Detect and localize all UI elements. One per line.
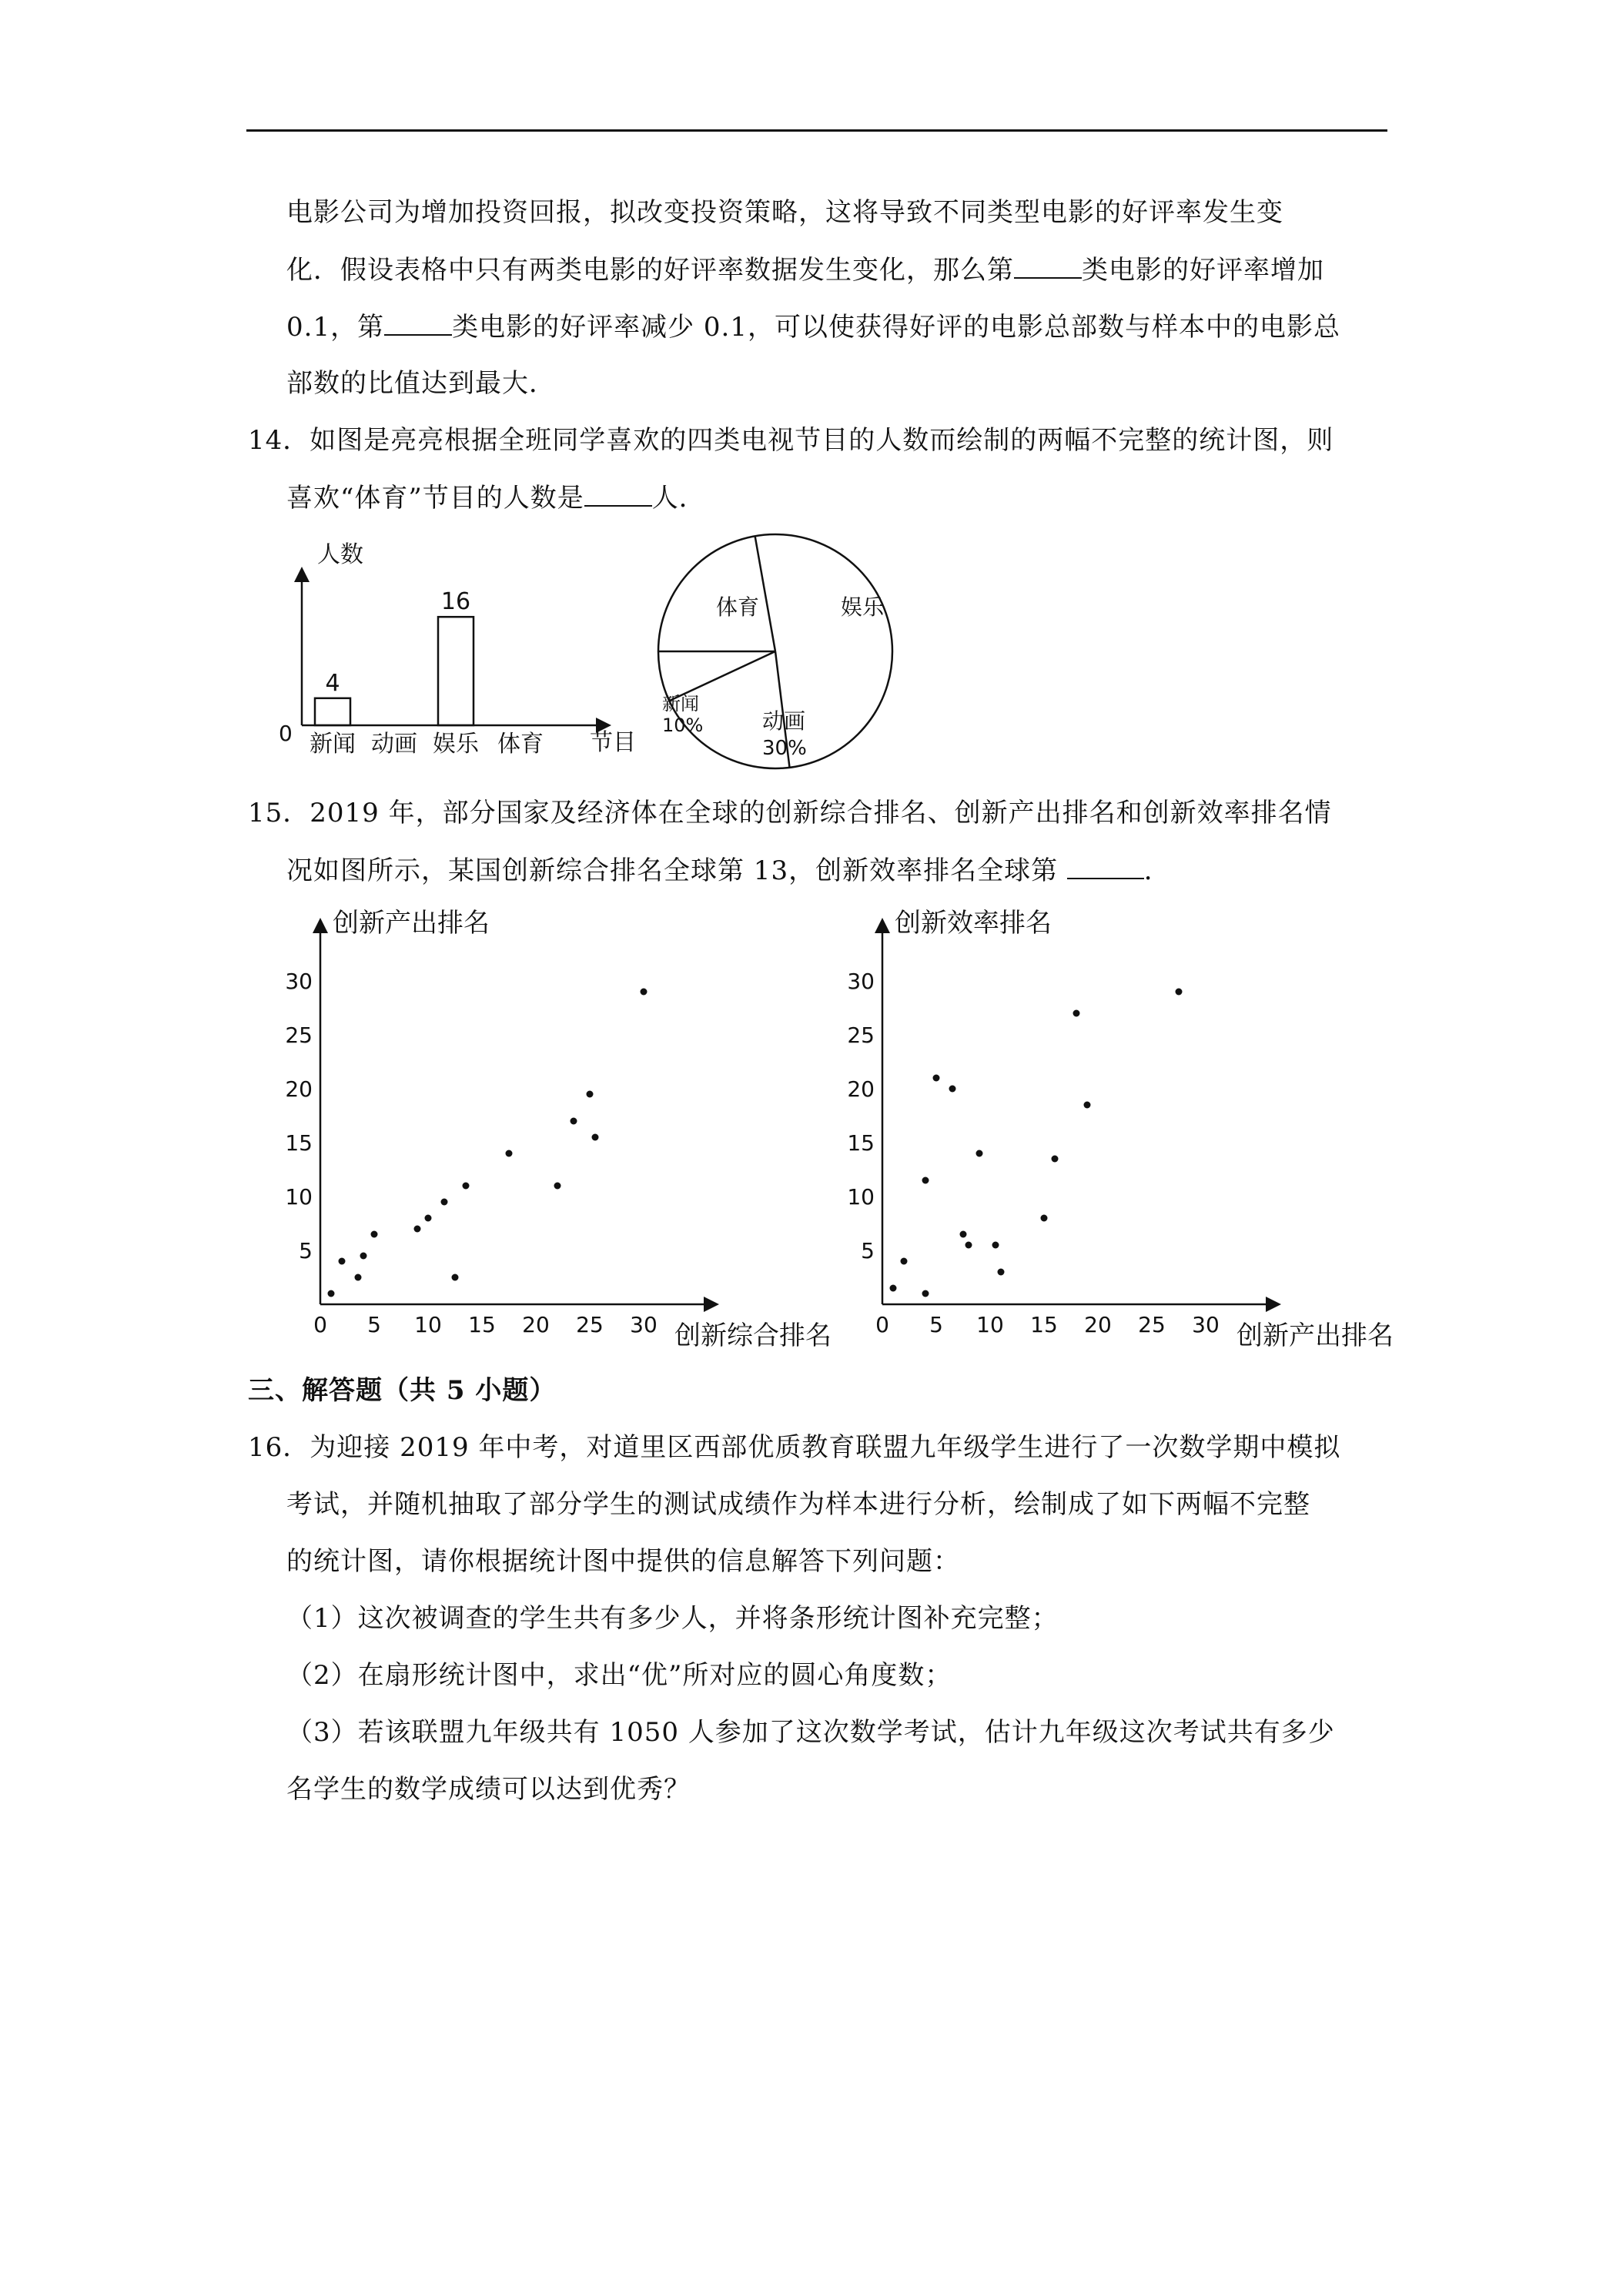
x-tick-label: 10 bbox=[414, 1312, 442, 1337]
bar-chart bbox=[277, 539, 662, 770]
y-tick-label: 10 bbox=[285, 1184, 313, 1210]
data-point bbox=[998, 1269, 1005, 1276]
data-point bbox=[441, 1199, 448, 1206]
x-tick-label: 25 bbox=[1138, 1312, 1166, 1337]
x-axis-label: 节目 bbox=[590, 729, 636, 756]
y-tick-label: 5 bbox=[299, 1238, 313, 1263]
answer-blank[interactable] bbox=[584, 482, 652, 507]
q16-line-1: 16．为迎接 2019 年中考，对道里区西部优质教育联盟九年级学生进行了一次数学期中模拟 bbox=[248, 1432, 1341, 1463]
scatter-plot-efficiency bbox=[847, 901, 1432, 1355]
slice-percent: 30% bbox=[762, 737, 807, 760]
slice-label: 新闻 bbox=[662, 693, 699, 715]
bar-3 bbox=[438, 617, 474, 725]
y-tick-label: 15 bbox=[285, 1130, 313, 1156]
data-point bbox=[360, 1253, 367, 1260]
data-point bbox=[414, 1226, 421, 1233]
answer-blank[interactable] bbox=[384, 311, 452, 336]
x-tick-label: 25 bbox=[576, 1312, 604, 1337]
q16-sub-3: （3）若该联盟九年级共有 1050 人参加了这次数学考试，估计九年级这次考试共有多少 bbox=[286, 1717, 1335, 1748]
y-tick-label: 20 bbox=[847, 1076, 875, 1102]
q15-line-1: 15．2019 年，部分国家及经济体在全球的创新综合排名、创新产出排名和创新效率排名情 bbox=[248, 798, 1332, 828]
category-label: 动画 bbox=[371, 731, 417, 758]
y-tick-label: 25 bbox=[847, 1022, 875, 1048]
x-tick-label: 30 bbox=[1192, 1312, 1220, 1337]
q16-sub-1: （1）这次被调查的学生共有多少人，并将条形统计图补充完整； bbox=[286, 1603, 1059, 1634]
data-point bbox=[992, 1242, 999, 1249]
x-tick-label: 0 bbox=[313, 1312, 327, 1337]
data-point bbox=[554, 1183, 561, 1190]
section-title: 三、解答题（共 5 小题） bbox=[248, 1375, 557, 1406]
q13-line-1: 电影公司为增加投资回报，拟改变投资策略，这将导致不同类型电影的好评率发生变 bbox=[286, 197, 1283, 228]
slice-label: 娱乐 bbox=[841, 594, 885, 620]
data-point bbox=[571, 1118, 577, 1125]
q15-line-2: 况如图所示，某国创新综合排名全球第 13，创新效率排名全球第 ． bbox=[286, 855, 1171, 886]
category-label: 体育 bbox=[497, 731, 544, 758]
y-axis-label: 人数 bbox=[317, 541, 363, 568]
q13-line-2: 化．假设表格中只有两类电影的好评率数据发生变化，那么第 类电影的好评率增加 bbox=[286, 255, 1324, 286]
data-point bbox=[506, 1150, 513, 1157]
data-point bbox=[587, 1091, 594, 1098]
slice-label: 动画 bbox=[762, 708, 806, 734]
data-point bbox=[976, 1150, 983, 1157]
q16-sub-3-cont: 名学生的数学成绩可以达到优秀？ bbox=[286, 1774, 691, 1805]
data-point bbox=[1084, 1102, 1091, 1109]
x-tick-label: 0 bbox=[875, 1312, 889, 1337]
q14-line-2: 喜欢“体育”节目的人数是 人． bbox=[286, 483, 706, 514]
data-point bbox=[890, 1285, 897, 1292]
q14-line-1: 14．如图是亮亮根据全班同学喜欢的四类电视节目的人数而绘制的两幅不完整的统计图，则 bbox=[248, 425, 1334, 456]
y-axis-label: 创新效率排名 bbox=[895, 908, 1052, 939]
x-tick-label: 15 bbox=[468, 1312, 496, 1337]
y-tick-label: 5 bbox=[861, 1238, 875, 1263]
pie-chart bbox=[647, 530, 909, 776]
x-axis-label: 创新综合排名 bbox=[674, 1320, 832, 1351]
q16-line-3: 的统计图，请你根据统计图中提供的信息解答下列问题： bbox=[286, 1546, 960, 1577]
x-tick-label: 10 bbox=[976, 1312, 1004, 1337]
x-axis-label: 创新产出排名 bbox=[1236, 1320, 1394, 1351]
data-point bbox=[933, 1075, 940, 1082]
data-point bbox=[1041, 1215, 1048, 1222]
y-tick-label: 20 bbox=[285, 1076, 313, 1102]
question-number: 14． bbox=[248, 425, 310, 456]
origin-label: 0 bbox=[279, 721, 293, 746]
data-point bbox=[1052, 1156, 1059, 1163]
question-number: 16． bbox=[248, 1432, 310, 1463]
y-tick-label: 30 bbox=[285, 969, 313, 994]
x-tick-label: 20 bbox=[1084, 1312, 1112, 1337]
data-point bbox=[355, 1274, 362, 1281]
data-point bbox=[960, 1231, 967, 1238]
data-point bbox=[592, 1134, 599, 1141]
data-point bbox=[371, 1231, 378, 1238]
x-tick-label: 15 bbox=[1030, 1312, 1058, 1337]
bar-value-label: 4 bbox=[325, 669, 340, 697]
x-tick-label: 5 bbox=[929, 1312, 943, 1337]
slice-percent: 10% bbox=[662, 715, 704, 736]
data-point bbox=[425, 1215, 432, 1222]
x-tick-label: 30 bbox=[630, 1312, 658, 1337]
y-axis-label: 创新产出排名 bbox=[333, 908, 490, 939]
y-tick-label: 10 bbox=[847, 1184, 875, 1210]
answer-blank[interactable] bbox=[1067, 855, 1144, 879]
data-point bbox=[641, 989, 648, 996]
bar-value-label: 16 bbox=[440, 588, 471, 616]
data-point bbox=[922, 1177, 929, 1184]
y-tick-label: 15 bbox=[847, 1130, 875, 1156]
scatter-plot-output bbox=[285, 901, 870, 1355]
data-point bbox=[463, 1183, 470, 1190]
q16-line-2: 考试，并随机抽取了部分学生的测试成绩作为样本进行分析，绘制成了如下两幅不完整 bbox=[286, 1489, 1310, 1520]
q16-sub-2: （2）在扇形统计图中，求出“优”所对应的圆心角度数； bbox=[286, 1660, 952, 1691]
x-tick-label: 5 bbox=[367, 1312, 381, 1337]
slice-label: 体育 bbox=[716, 594, 760, 620]
data-point bbox=[965, 1242, 972, 1249]
data-point bbox=[922, 1290, 929, 1297]
answer-blank[interactable] bbox=[1014, 254, 1082, 279]
question-number: 15． bbox=[248, 798, 310, 828]
category-label: 娱乐 bbox=[433, 731, 479, 758]
data-point bbox=[949, 1086, 956, 1093]
header-rule bbox=[246, 129, 1387, 132]
data-point bbox=[328, 1290, 335, 1297]
data-point bbox=[1176, 989, 1183, 996]
y-tick-label: 25 bbox=[285, 1022, 313, 1048]
category-label: 新闻 bbox=[310, 731, 356, 758]
data-point bbox=[452, 1274, 459, 1281]
data-point bbox=[901, 1258, 908, 1265]
q13-line-3: 0.1，第 类电影的好评率减少 0.1，可以使获得好评的电影总部数与样本中的电影总 bbox=[286, 312, 1340, 343]
x-tick-label: 20 bbox=[522, 1312, 550, 1337]
y-tick-label: 30 bbox=[847, 969, 875, 994]
q13-line-4: 部数的比值达到最大． bbox=[286, 368, 556, 399]
data-point bbox=[339, 1258, 346, 1265]
data-point bbox=[1073, 1010, 1080, 1017]
bar-1 bbox=[315, 698, 350, 725]
